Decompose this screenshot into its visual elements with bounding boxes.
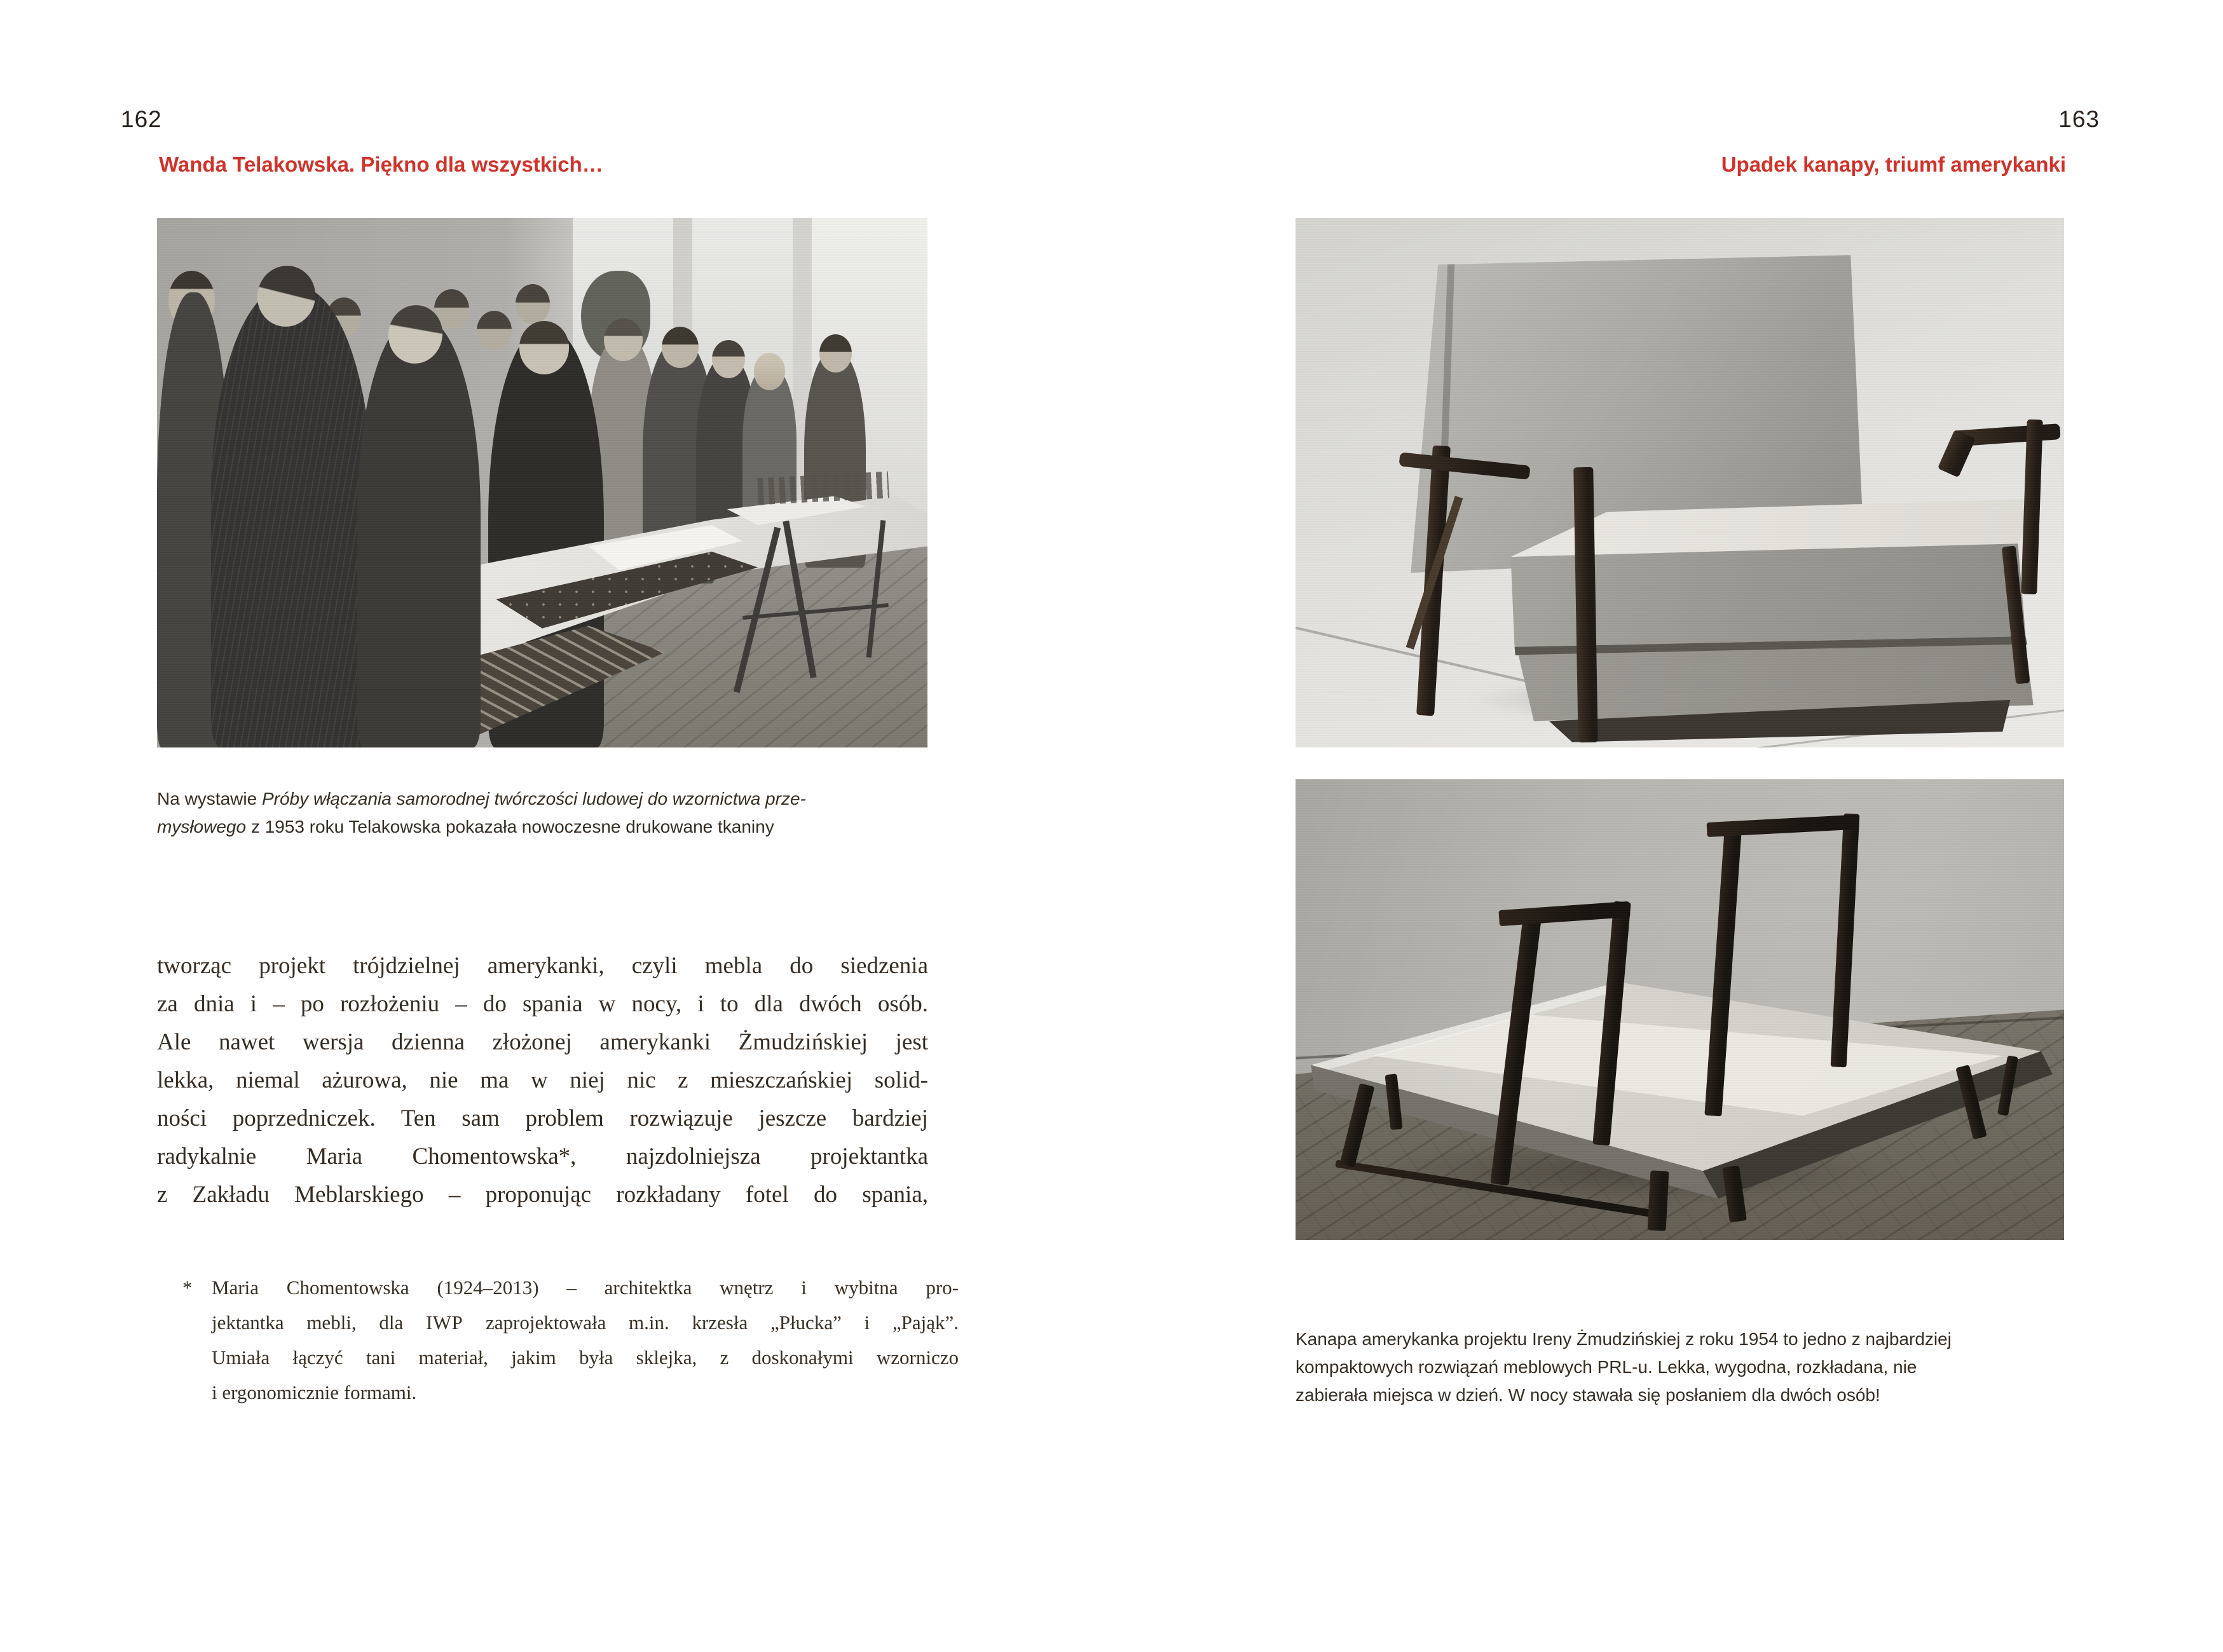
text-line xyxy=(212,1305,959,1340)
exhibition-photo xyxy=(157,218,927,747)
page-number-left: 162 xyxy=(121,106,162,132)
text-line: zabierała miejsca w dzień. W nocy stawała się posłaniem dla dwóch osób! xyxy=(1296,1385,1880,1405)
person-head xyxy=(477,311,512,350)
person-head xyxy=(662,327,699,368)
text-segment: jektantka mebli, dla xyxy=(212,1311,426,1334)
sofa-bed-photo xyxy=(1296,779,2064,1240)
person-head xyxy=(712,340,745,378)
footnote xyxy=(182,1270,959,1410)
text-segment: Próby włączania samorodnej twórczości ludowej do wzornictwa prze- xyxy=(261,789,806,809)
text-line: i ergonomicznie formami. xyxy=(212,1381,417,1403)
person-head xyxy=(516,284,551,324)
text-line: z Zakładu Meblarskiego – proponując rozkładany fotel do spania, xyxy=(157,1182,928,1208)
text-line: radykalnie Maria Chomentowska*, najzdolniejsza projektantka xyxy=(157,1143,928,1170)
wooden-leg xyxy=(1648,1171,1669,1232)
person-head xyxy=(519,321,570,374)
photo-caption-left xyxy=(157,785,945,841)
page-number-right: 163 xyxy=(2058,106,2100,132)
footnote-marker: * xyxy=(182,1276,193,1299)
text-line: za dnia i – po rozłożeniu – do spania w nocy, i to dla dwóch osób. xyxy=(157,991,928,1017)
text-line: ności poprzedniczek. Ten sam problem rozwiązuje jeszcze bardziej xyxy=(157,1105,928,1131)
text-line: Kanapa amerykanka projektu Ireny Żmudzińskiej z roku 1954 to jedno z najbardziej xyxy=(1296,1329,1952,1349)
sofa-photo xyxy=(1296,218,2064,747)
text-segment: Na wystawie xyxy=(157,789,262,809)
text-line xyxy=(157,813,945,841)
text-line: Maria Chomentowska (1924–2013) – architektka wnętrz i wybitna pro- xyxy=(212,1276,959,1299)
text-segment: IWP xyxy=(425,1311,463,1334)
footnote-text xyxy=(212,1270,959,1410)
person-head xyxy=(754,353,784,390)
text-segment: zaprojektowała m.in. krzesła „Płucka” i „Pająk”. xyxy=(463,1311,959,1334)
running-head-right: Upadek kanapy, triumf amerykanki xyxy=(1721,153,2066,176)
person-silhouette xyxy=(357,318,481,747)
text-segment: z 1953 roku Telakowska pokazała nowoczesne drukowane tkaniny xyxy=(246,817,774,836)
person-silhouette xyxy=(211,287,373,747)
text-line: kompaktowych rozwiązań meblowych PRL-u. Lekka, wygodna, rozkładana, nie xyxy=(1296,1357,1917,1377)
person-head xyxy=(604,318,643,361)
body-text xyxy=(157,947,928,1214)
text-line: Umiała łączyć tani materiał, jakim była sklejka, z doskonałymi wzorniczo xyxy=(212,1346,959,1369)
text-segment: mysłowego xyxy=(157,817,247,836)
text-line: tworząc projekt trójdzielnej amerykanki, czyli mebla do siedzenia xyxy=(157,953,928,979)
text-line: Ale nawet wersja dzienna złożonej amerykanki Żmudzińskiej jest xyxy=(157,1029,928,1055)
text-line xyxy=(157,785,945,813)
photo-caption-right xyxy=(1296,1325,2068,1409)
running-head-left: Wanda Telakowska. Piękno dla wszystkich… xyxy=(159,153,603,176)
text-line: lekka, niemal ażurowa, nie ma w niej nic z mieszczańskiej solid- xyxy=(157,1067,928,1093)
